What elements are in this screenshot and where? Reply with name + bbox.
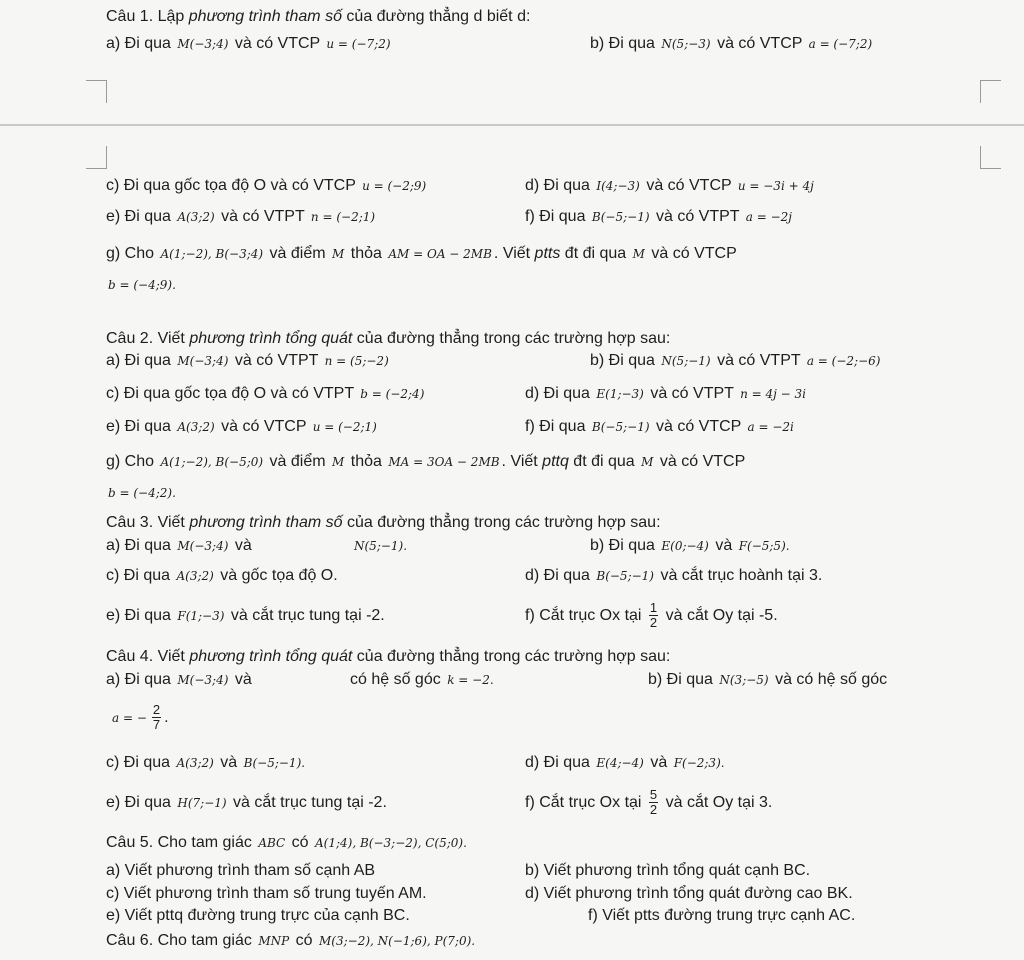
q1-title: Câu 1. Lập phương trình tham số của đường thẳng d biết d: <box>106 8 531 25</box>
q2-item-c: c) Đi qua gốc tọa độ O và có VTPT b = (−2;4) <box>106 385 425 402</box>
page-corner-top-right <box>980 80 1001 103</box>
page-corner-bottom-left <box>86 146 107 169</box>
q3-item-b: b) Đi qua E(0;−4) và F(−5;5). <box>590 537 790 554</box>
q1-item-e: e) Đi qua A(3;2) và có VTPT n = (−2;1) <box>106 208 376 225</box>
q5-item-e: e) Viết pttq đường trung trực của cạnh BC. <box>106 907 410 924</box>
q5-title: Câu 5. Cho tam giác ABC có A(1;4), B(−3;−2), C(5;0). <box>106 834 467 851</box>
q4-item-d: d) Đi qua E(4;−4) và F(−2;3). <box>525 754 725 771</box>
q1-item-b: b) Đi qua N(5;−3) và có VTCP a = (−7;2) <box>590 35 873 52</box>
q2-title: Câu 2. Viết phương trình tổng quát của đường thẳng trong các trường hợp sau: <box>106 330 671 347</box>
q5-item-a: a) Viết phương trình tham số cạnh AB <box>106 862 376 879</box>
page-corner-bottom-right <box>980 146 1001 169</box>
q5-item-b: b) Viết phương trình tổng quát cạnh BC. <box>525 862 811 879</box>
q1-item-g: g) Cho A(1;−2), B(−3;4) và điểm M thỏa AM = OA − 2MB . Viết ptts đt đi qua M và có VTCP <box>106 245 737 262</box>
q4-item-c: c) Đi qua A(3;2) và B(−5;−1). <box>106 754 306 771</box>
q4-item-a: a) Đi qua M(−3;4) và <box>106 671 252 688</box>
q4-title: Câu 4. Viết phương trình tổng quát của đường thẳng trong các trường hợp sau: <box>106 648 671 665</box>
q1-item-a: a) Đi qua M(−3;4) và có VTCP u = (−7;2) <box>106 35 391 52</box>
q3-item-a: a) Đi qua M(−3;4) và <box>106 537 252 554</box>
fraction: $\frac{1}{2}$ <box>649 600 658 631</box>
q1-item-g-vector: b = (−4;9). <box>108 278 176 292</box>
fraction: $\frac{2}{7}$ <box>152 702 161 733</box>
q5-item-c: c) Viết phương trình tham số trung tuyến AM. <box>106 885 427 902</box>
q3-title: Câu 3. Viết phương trình tham số của đường thẳng trong các trường hợp sau: <box>106 514 661 531</box>
q3-item-a-point2: N(5;−1). <box>354 539 408 553</box>
q3-item-f: f) Cắt trục Ox tại $\frac{1}{2}$ và cắt Oy tại -5. <box>525 600 778 631</box>
q4-item-a-slope: có hệ số góc k = −2. <box>350 671 494 688</box>
q4-item-f: f) Cắt trục Ox tại $\frac{5}{2}$ và cắt Oy tại 3. <box>525 787 773 818</box>
q1-item-f: f) Đi qua B(−5;−1) và có VTPT a = −2j <box>525 208 792 225</box>
q5-item-f: f) Viết ptts đường trung trực cạnh AC. <box>588 907 856 924</box>
q2-item-b: b) Đi qua N(5;−1) và có VTPT a = (−2;−6) <box>590 352 881 369</box>
q2-item-g-vector: b = (−4;2). <box>108 486 176 500</box>
q4-item-e: e) Đi qua H(7;−1) và cắt trục tung tại -2. <box>106 794 387 811</box>
q4-item-b: b) Đi qua N(3;−5) và có hệ số góc <box>648 671 888 688</box>
q1-item-d: d) Đi qua I(4;−3) và có VTCP u = −3i + 4j <box>525 177 814 194</box>
q2-item-e: e) Đi qua A(3;2) và có VTCP u = (−2;1) <box>106 418 377 435</box>
q3-item-d: d) Đi qua B(−5;−1) và cắt trục hoành tại 3. <box>525 567 823 584</box>
q3-item-e: e) Đi qua F(1;−3) và cắt trục tung tại -2. <box>106 607 385 624</box>
q1-item-c: c) Đi qua gốc tọa độ O và có VTCP u = (−2;9) <box>106 177 427 194</box>
q2-item-g: g) Cho A(1;−2), B(−5;0) và điểm M thỏa MA = 3OA − 2MB . Viết pttq đt đi qua M và có VTCP <box>106 453 746 470</box>
q2-item-f: f) Đi qua B(−5;−1) và có VTCP a = −2i <box>525 418 794 435</box>
q2-item-a: a) Đi qua M(−3;4) và có VTPT n = (5;−2) <box>106 352 389 369</box>
q3-item-c: c) Đi qua A(3;2) và gốc tọa độ O. <box>106 567 338 584</box>
q4-item-b-slope: a = − $\frac{2}{7}$ . <box>112 702 169 733</box>
q2-item-d: d) Đi qua E(1;−3) và có VTPT n = 4j − 3i <box>525 385 807 402</box>
page-separator <box>0 124 1024 126</box>
q6-title: Câu 6. Cho tam giác MNP có M(3;−2), N(−1;6), P(7;0). <box>106 932 476 949</box>
q5-item-d: d) Viết phương trình tổng quát đường cao BK. <box>525 885 853 902</box>
fraction: $\frac{5}{2}$ <box>649 787 658 818</box>
page-corner-top-left <box>86 80 107 103</box>
